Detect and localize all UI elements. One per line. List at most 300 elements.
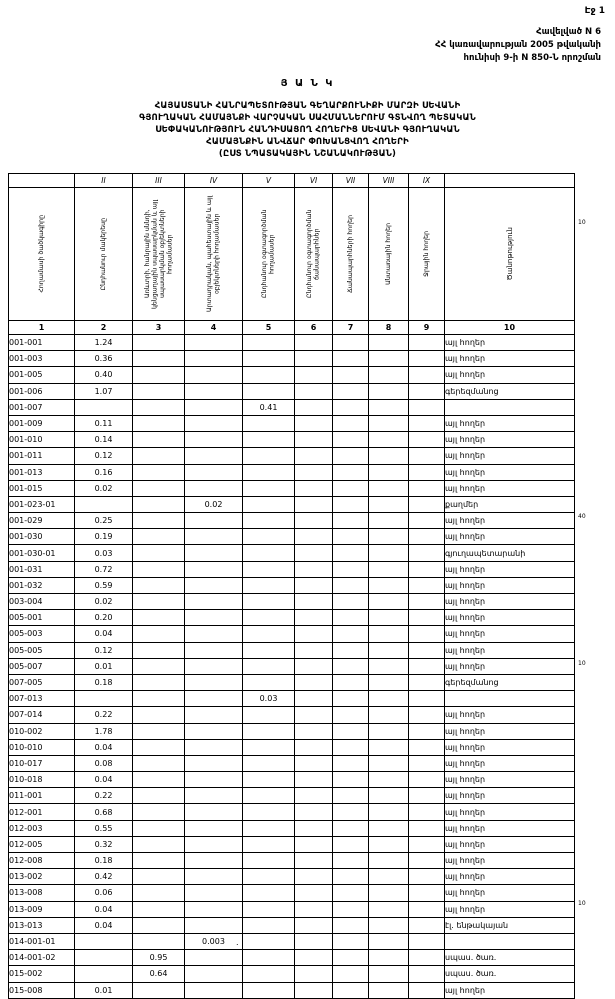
cell-6 (295, 626, 333, 642)
cell-5 (243, 513, 295, 529)
bottom-mark: . (236, 938, 239, 947)
cell-4 (185, 853, 243, 869)
cell-10: այլ հողեր (445, 836, 575, 852)
cell-2: 0.18 (75, 674, 133, 690)
cell-7 (333, 480, 369, 496)
cell-7 (333, 901, 369, 917)
cell-9 (409, 594, 445, 610)
cell-6 (295, 674, 333, 690)
cell-5 (243, 448, 295, 464)
cell-5 (243, 723, 295, 739)
cell-6 (295, 917, 333, 933)
cell-1: 005-007 (9, 658, 75, 674)
cell-2: 0.16 (75, 464, 133, 480)
cell-1: 001-001 (9, 335, 75, 351)
cell-1: 015-002 (9, 966, 75, 982)
cell-1: 010-018 (9, 772, 75, 788)
header-col-3 (133, 188, 185, 321)
cell-4 (185, 610, 243, 626)
cell-1: 005-003 (9, 626, 75, 642)
cell-7 (333, 707, 369, 723)
cell-4 (185, 804, 243, 820)
cell-4 (185, 869, 243, 885)
annex-line-2: ՀՀ կառավարության 2005 թվականի (435, 40, 601, 50)
cell-10: այլ հողեր (445, 901, 575, 917)
cell-1: 001-030 (9, 529, 75, 545)
cell-4 (185, 755, 243, 771)
cell-1: 010-002 (9, 723, 75, 739)
cell-5 (243, 853, 295, 869)
cell-4 (185, 448, 243, 464)
cell-8 (369, 448, 409, 464)
table-row (9, 885, 575, 901)
cell-8 (369, 901, 409, 917)
table-row (9, 626, 575, 642)
cell-9 (409, 464, 445, 480)
cell-7 (333, 788, 369, 804)
cell-10: այլ հողեր (445, 869, 575, 885)
table-row (9, 723, 575, 739)
cell-4 (185, 788, 243, 804)
cell-6 (295, 739, 333, 755)
cell-6 (295, 513, 333, 529)
table-row (9, 480, 575, 496)
table-body (9, 335, 575, 999)
cell-5 (243, 772, 295, 788)
cell-5 (243, 367, 295, 383)
cell-4 (185, 351, 243, 367)
roman-cell-10 (445, 174, 575, 188)
cell-5 (243, 351, 295, 367)
cell-7 (333, 869, 369, 885)
cell-10: գերեզմանոց (445, 383, 575, 399)
colnum-6: 6 (295, 321, 333, 335)
cell-1: 014-001-02 (9, 950, 75, 966)
cell-8 (369, 399, 409, 415)
cell-4 (185, 399, 243, 415)
cell-7 (333, 885, 369, 901)
cell-6 (295, 788, 333, 804)
cell-4 (185, 723, 243, 739)
cell-1: 001-006 (9, 383, 75, 399)
cell-1: 013-008 (9, 885, 75, 901)
cell-7 (333, 642, 369, 658)
cell-1: 003-004 (9, 594, 75, 610)
cell-4 (185, 772, 243, 788)
cell-3 (133, 674, 185, 690)
cell-3 (133, 529, 185, 545)
cell-10: այլ հողեր (445, 982, 575, 998)
cell-2: 0.08 (75, 755, 133, 771)
cell-4 (185, 577, 243, 593)
cell-7 (333, 383, 369, 399)
cell-6 (295, 464, 333, 480)
cell-10: քաղմեր (445, 496, 575, 512)
cell-1: 007-005 (9, 674, 75, 690)
cell-7 (333, 966, 369, 982)
cell-5 (243, 594, 295, 610)
header-label-commerce: Առևտրի, հանրային սննդի, կենցաղային սպասարկման և այլ սպասարկման օբյեկտների հողամասեր (143, 199, 173, 309)
annex-line-3: հունիսի 9-ի N 850-Ն որոշման (463, 53, 601, 63)
cell-8 (369, 966, 409, 982)
cell-3 (133, 464, 185, 480)
cell-2: 0.18 (75, 853, 133, 869)
cell-7 (333, 464, 369, 480)
table-row (9, 836, 575, 852)
cell-8 (369, 561, 409, 577)
cell-6 (295, 594, 333, 610)
cell-10: այլ հողեր (445, 432, 575, 448)
cell-6 (295, 480, 333, 496)
cell-2: 0.04 (75, 772, 133, 788)
header-label-common-use: Ընդհանուր օգտագործման հողամասեր (261, 209, 276, 299)
table-row (9, 513, 575, 529)
cell-7 (333, 739, 369, 755)
cell-7 (333, 545, 369, 561)
cell-8 (369, 464, 409, 480)
cell-4 (185, 836, 243, 852)
cell-3 (133, 853, 185, 869)
cell-10: այլ հողեր (445, 853, 575, 869)
header-col-5 (243, 188, 295, 321)
title-line-1: ՀԱՅԱՍՏԱՆԻ ՀԱՆՐԱՊԵՏՈՒԹՅԱՆ ԳԵՂԱՐՔՈՒՆԻՔԻ ՄԱՐԶԻ ՍԵՎԱՆԻ (154, 101, 461, 111)
cell-8 (369, 545, 409, 561)
cell-4 (185, 691, 243, 707)
cell-1: 010-017 (9, 755, 75, 771)
header-col-4 (185, 188, 243, 321)
cell-10: սպաս. ծառ. (445, 966, 575, 982)
cell-1: 001-007 (9, 399, 75, 415)
cell-5 (243, 464, 295, 480)
table-row (9, 917, 575, 933)
cell-4 (185, 626, 243, 642)
cell-8 (369, 594, 409, 610)
roman-cell-6: VI (295, 174, 333, 188)
table-row (9, 707, 575, 723)
header-col-8 (369, 188, 409, 321)
cell-5 (243, 610, 295, 626)
margin-mark: 40 (578, 513, 586, 520)
cell-5 (243, 901, 295, 917)
cell-5 (243, 836, 295, 852)
cell-5 (243, 804, 295, 820)
cell-2: 0.11 (75, 415, 133, 431)
cell-5 (243, 415, 295, 431)
cell-1: 001-013 (9, 464, 75, 480)
cell-6 (295, 642, 333, 658)
table-row (9, 561, 575, 577)
cell-6 (295, 545, 333, 561)
cell-6 (295, 950, 333, 966)
cell-4 (185, 674, 243, 690)
cell-4 (185, 432, 243, 448)
cell-3: 0.64 (133, 966, 185, 982)
cell-3 (133, 836, 185, 852)
cell-8 (369, 383, 409, 399)
cell-9 (409, 529, 445, 545)
cell-9 (409, 577, 445, 593)
cell-5 (243, 626, 295, 642)
cell-1: 001-030-01 (9, 545, 75, 561)
title-line-2: ԳՅՈՒՂԱԿԱՆ ՀԱՄԱՅՆՔԻ ՎԱՐՉԱԿԱՆ ՍԱՀՄԱՆՆԵՐՈՒՄ ԳՏՆՎՈՂ ՊԵՏԱԿԱՆ (139, 113, 476, 123)
land-table-wrapper (8, 173, 574, 999)
table-row (9, 788, 575, 804)
cell-5 (243, 707, 295, 723)
cell-1: 007-013 (9, 691, 75, 707)
cell-6 (295, 885, 333, 901)
cell-4: 0.003 (185, 933, 243, 949)
cell-2: 0.02 (75, 594, 133, 610)
cell-1: 012-003 (9, 820, 75, 836)
land-allocation-table (8, 173, 575, 999)
cell-5 (243, 577, 295, 593)
cell-3 (133, 885, 185, 901)
cell-5 (243, 950, 295, 966)
cell-10: այլ հողեր (445, 804, 575, 820)
cell-3 (133, 496, 185, 512)
cell-6 (295, 415, 333, 431)
table-row (9, 464, 575, 480)
cell-4 (185, 707, 243, 723)
cell-1: 012-005 (9, 836, 75, 852)
cell-4 (185, 383, 243, 399)
cell-9 (409, 917, 445, 933)
cell-7 (333, 933, 369, 949)
document-title (0, 78, 615, 160)
cell-2: 0.01 (75, 982, 133, 998)
cell-6 (295, 933, 333, 949)
cell-10: այլ հողեր (445, 594, 575, 610)
cell-10: այլ հողեր (445, 626, 575, 642)
cell-7 (333, 658, 369, 674)
cell-3 (133, 480, 185, 496)
cell-2: 0.06 (75, 885, 133, 901)
cell-6 (295, 432, 333, 448)
cell-6 (295, 610, 333, 626)
cell-8 (369, 755, 409, 771)
cell-1: 012-008 (9, 853, 75, 869)
cell-5 (243, 674, 295, 690)
cell-8 (369, 917, 409, 933)
cell-6 (295, 982, 333, 998)
cell-1: 001-011 (9, 448, 75, 464)
cell-10: այլ հողեր (445, 788, 575, 804)
title-line-3: ՍԵՓԱԿԱՆՈՒԹՅՈՒՆ ՀԱՆԴԻՍԱՑՈՂ ՀՈՂԵՐԻՑ ՍԵՎԱՆԻ ԳՅՈՒՂԱԿԱՆ (155, 125, 460, 135)
cell-10: այլ հողեր (445, 577, 575, 593)
colnum-2: 2 (75, 321, 133, 335)
cell-9 (409, 869, 445, 885)
cell-9 (409, 626, 445, 642)
cell-7 (333, 496, 369, 512)
cell-8 (369, 513, 409, 529)
title-heading: Յ Ա Ն Կ (280, 78, 335, 89)
page-number: Էջ 1 (584, 6, 605, 16)
cell-9 (409, 853, 445, 869)
table-row (9, 351, 575, 367)
cell-3 (133, 415, 185, 431)
cell-2 (75, 933, 133, 949)
cell-4 (185, 982, 243, 998)
cell-5 (243, 982, 295, 998)
cell-1: 001-009 (9, 415, 75, 431)
cell-3 (133, 577, 185, 593)
cell-5 (243, 496, 295, 512)
cell-5 (243, 383, 295, 399)
cell-5 (243, 529, 295, 545)
cell-8 (369, 885, 409, 901)
colnum-7: 7 (333, 321, 369, 335)
colnum-9: 9 (409, 321, 445, 335)
table-row (9, 367, 575, 383)
cell-8 (369, 707, 409, 723)
cell-3 (133, 804, 185, 820)
cell-4 (185, 480, 243, 496)
cell-9 (409, 658, 445, 674)
cell-2: 0.12 (75, 448, 133, 464)
cell-5 (243, 658, 295, 674)
cell-9 (409, 415, 445, 431)
header-col-6 (295, 188, 333, 321)
cell-2: 1.24 (75, 335, 133, 351)
cell-3 (133, 739, 185, 755)
cell-8 (369, 496, 409, 512)
cell-3 (133, 901, 185, 917)
header-label-industrial: Արտադրական, պահեստային և այլ օբյեկտների հողամասեր (206, 195, 221, 313)
cell-1: 013-009 (9, 901, 75, 917)
table-row (9, 335, 575, 351)
cell-10: այլ հողեր (445, 820, 575, 836)
cell-10 (445, 691, 575, 707)
cell-2: 0.72 (75, 561, 133, 577)
cell-1: 001-005 (9, 367, 75, 383)
cell-10: այլ հողեր (445, 658, 575, 674)
cell-4 (185, 966, 243, 982)
cell-2: 0.22 (75, 788, 133, 804)
cell-10: այլ հողեր (445, 415, 575, 431)
table-row (9, 691, 575, 707)
cell-4 (185, 901, 243, 917)
table-row (9, 399, 575, 415)
cell-2: 0.20 (75, 610, 133, 626)
cell-7 (333, 335, 369, 351)
cell-7 (333, 561, 369, 577)
table-roman-row (9, 174, 575, 188)
cell-8 (369, 869, 409, 885)
cell-1: 005-005 (9, 642, 75, 658)
cell-2: 0.14 (75, 432, 133, 448)
cell-7 (333, 577, 369, 593)
cell-2: 0.59 (75, 577, 133, 593)
cell-10 (445, 399, 575, 415)
cell-9 (409, 513, 445, 529)
cell-9 (409, 432, 445, 448)
cell-6 (295, 966, 333, 982)
cell-10: այլ հողեր (445, 707, 575, 723)
cell-9 (409, 383, 445, 399)
cell-2: 0.55 (75, 820, 133, 836)
cell-7 (333, 755, 369, 771)
cell-8 (369, 577, 409, 593)
header-label-note: Ծանոթություն (505, 227, 514, 281)
cell-10: այլ հողեր (445, 367, 575, 383)
roman-cell-7: VII (333, 174, 369, 188)
cell-4 (185, 464, 243, 480)
cell-8 (369, 415, 409, 431)
cell-5 (243, 755, 295, 771)
cell-7 (333, 415, 369, 431)
cell-6 (295, 658, 333, 674)
cell-3 (133, 594, 185, 610)
table-row (9, 820, 575, 836)
cell-8 (369, 788, 409, 804)
cell-8 (369, 804, 409, 820)
cell-8 (369, 432, 409, 448)
cell-6 (295, 367, 333, 383)
table-row (9, 739, 575, 755)
cell-8 (369, 529, 409, 545)
cell-10: այլ հողեր (445, 755, 575, 771)
cell-9 (409, 707, 445, 723)
cell-5 (243, 432, 295, 448)
cell-3 (133, 448, 185, 464)
header-col-9 (409, 188, 445, 321)
cell-9 (409, 545, 445, 561)
cell-4 (185, 658, 243, 674)
cell-2 (75, 399, 133, 415)
cell-6 (295, 836, 333, 852)
cell-7 (333, 982, 369, 998)
cell-9 (409, 836, 445, 852)
cell-9 (409, 691, 445, 707)
table-row (9, 594, 575, 610)
header-label-roads: Ճանապարհների հողեր (346, 215, 354, 293)
cell-6 (295, 772, 333, 788)
cell-3 (133, 642, 185, 658)
cell-3 (133, 755, 185, 771)
cell-10: այլ հողեր (445, 335, 575, 351)
annex-line-1: Հավելված N 6 (536, 27, 601, 37)
cell-3 (133, 917, 185, 933)
cell-7 (333, 399, 369, 415)
cell-2 (75, 496, 133, 512)
table-row (9, 383, 575, 399)
colnum-1: 1 (9, 321, 75, 335)
cell-3 (133, 610, 185, 626)
cell-1: 001-003 (9, 351, 75, 367)
cell-8 (369, 674, 409, 690)
cell-7 (333, 917, 369, 933)
cell-6 (295, 853, 333, 869)
title-line-5: (ԸՍՏ ՆՊԱՏԱԿԱՅԻՆ ՆՇԱՆԱԿՈՒԹՅԱՆ) (218, 149, 397, 159)
cell-3: 0.95 (133, 950, 185, 966)
cell-6 (295, 335, 333, 351)
cell-5 (243, 917, 295, 933)
roman-cell-9: IX (409, 174, 445, 188)
cell-2: 0.42 (75, 869, 133, 885)
cell-3 (133, 432, 185, 448)
cell-9 (409, 788, 445, 804)
margin-marks (578, 173, 612, 943)
roman-cell-3: III (133, 174, 185, 188)
colnum-3: 3 (133, 321, 185, 335)
cell-1: 005-001 (9, 610, 75, 626)
cell-8 (369, 933, 409, 949)
cell-8 (369, 853, 409, 869)
cell-5: 0.41 (243, 399, 295, 415)
cell-6 (295, 351, 333, 367)
cell-9 (409, 933, 445, 949)
cell-4 (185, 917, 243, 933)
